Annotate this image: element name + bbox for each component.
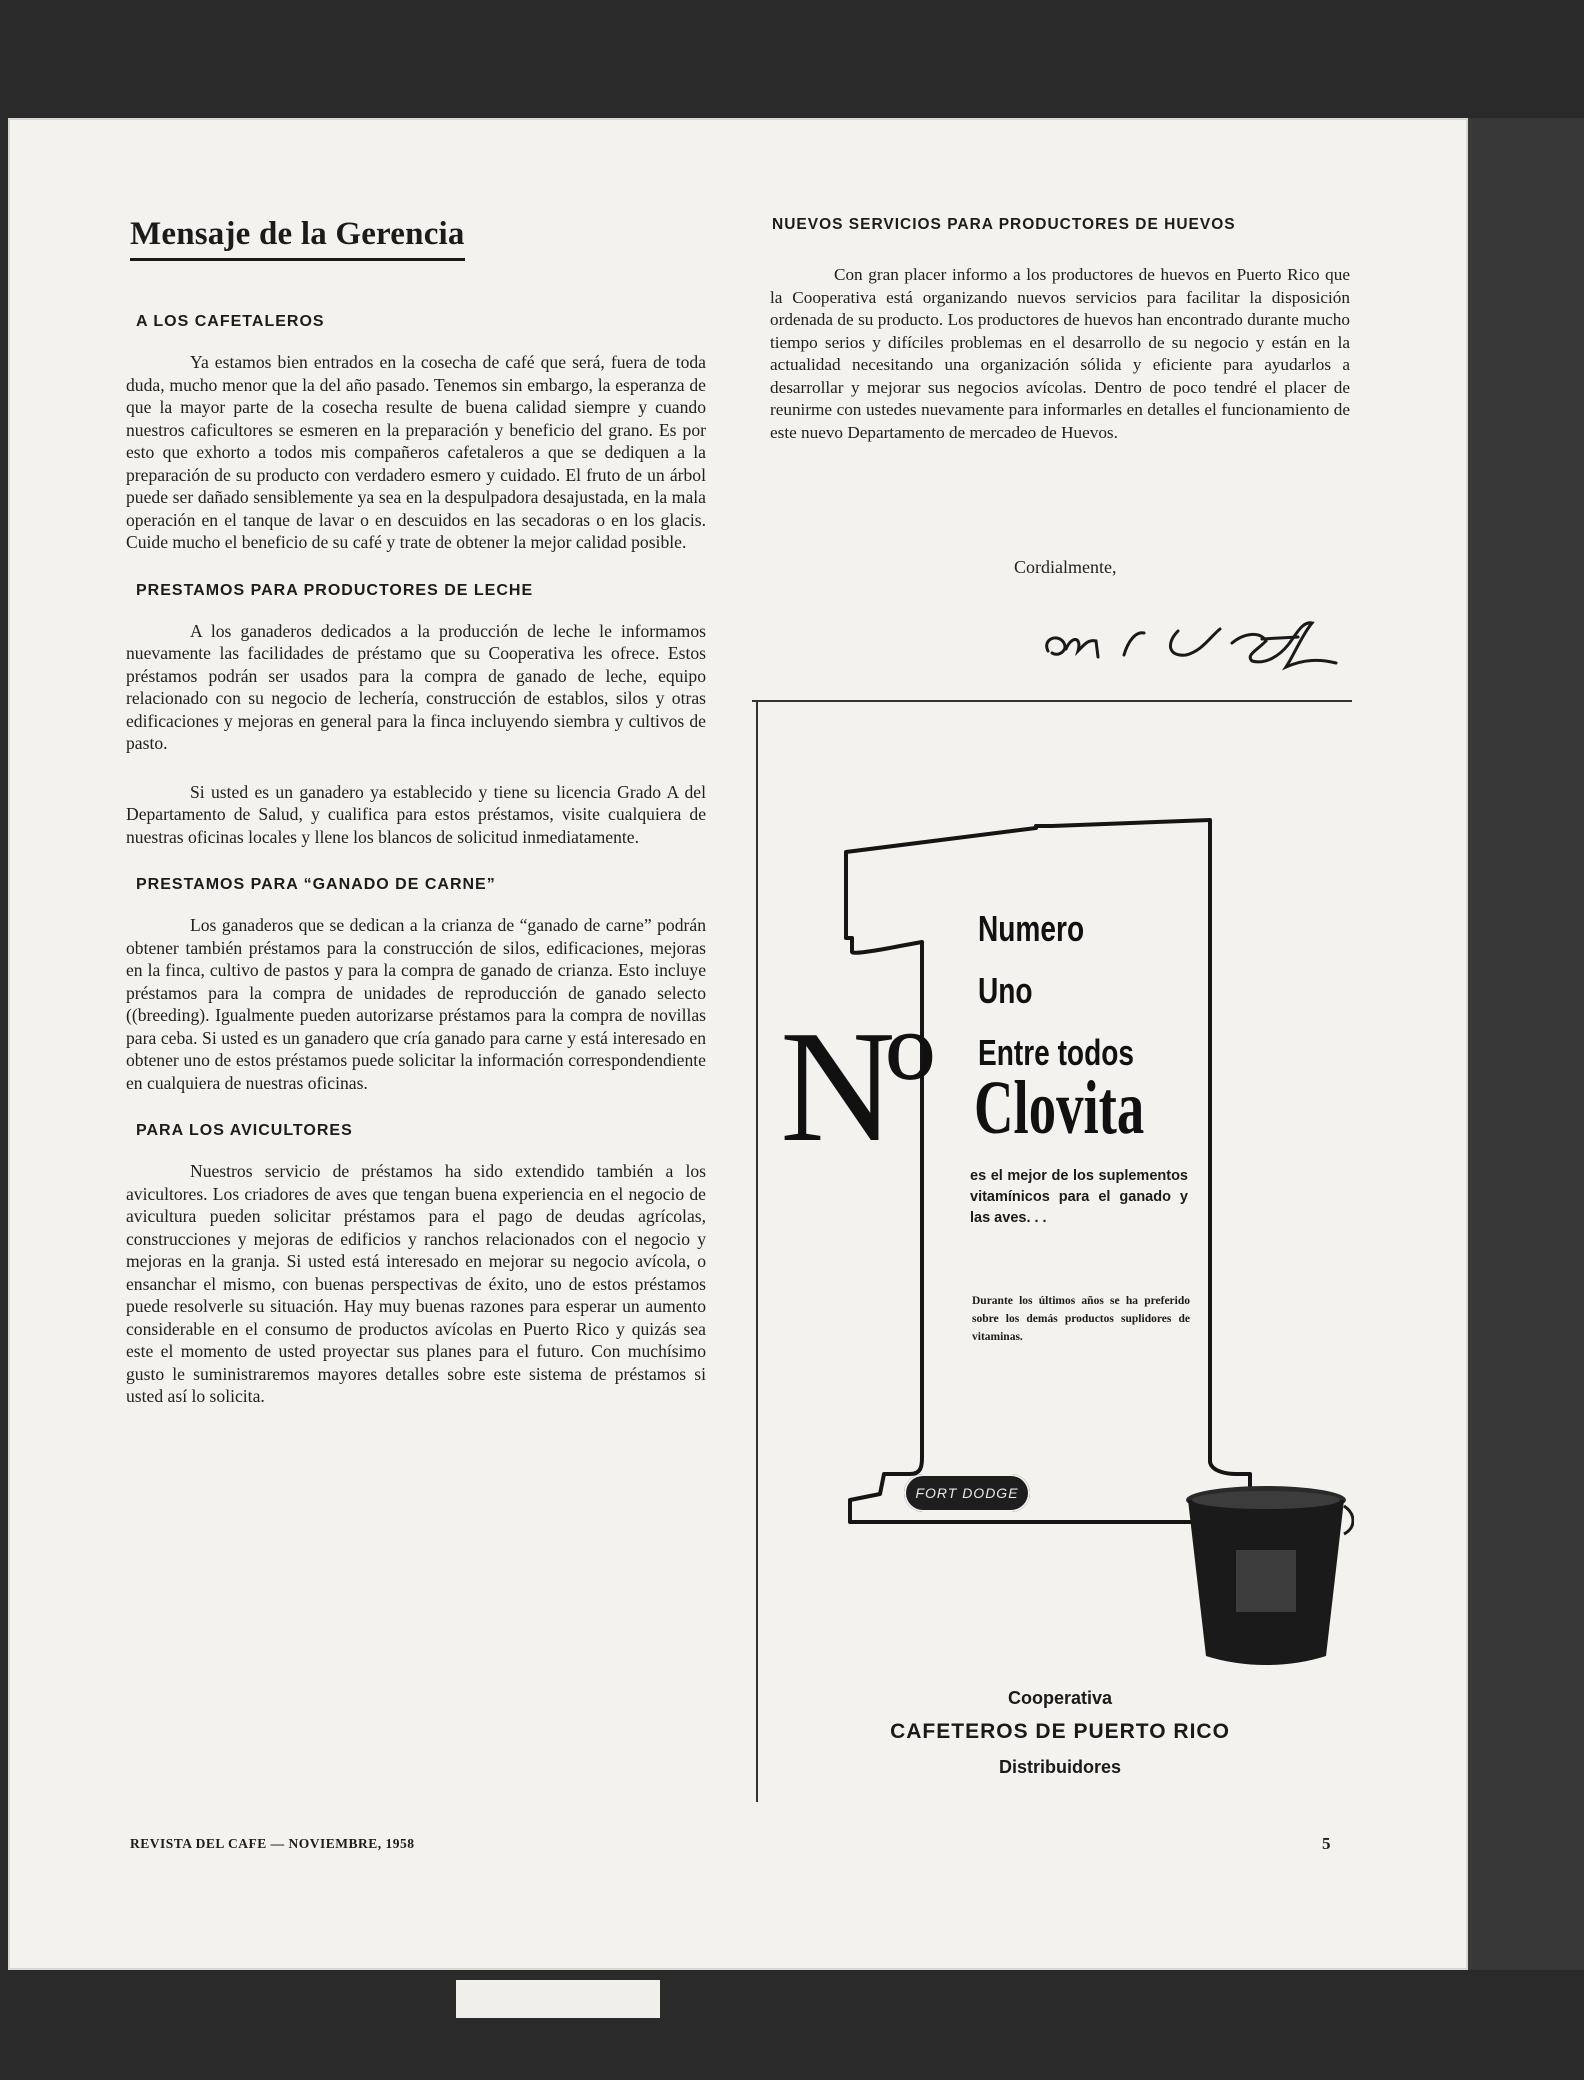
page-number: 5 [1322,1834,1331,1853]
ad-distributor-line1: Cooperativa [1007,1688,1113,1708]
page-title: Mensaje de la Gerencia [130,216,465,261]
section-heading-leche: PRESTAMOS PARA PRODUCTORES DE LECHE [136,581,534,599]
ad-distributor [760,1684,1360,1782]
page-edge [1468,118,1584,1970]
paragraph-huevos: Con gran placer informo a los productores de huevos en Puerto Rico que la Cooperativa está organizando nuevos servicios para facilitar la disposición ordenada de su producto. Los productores de huevos han encontrado durante mucho tiempo serios y difíciles problemas en el desarrollo de su negocio y están en la actualidad necesitando una organización sólida y eficiente para ayudarlos a desarrollar y mejorar sus negocios avícolas. Dentro de poco tendré el placer de reunirme con ustedes nuevamente para informarles en detalles el funcionamiento de este nuevo Departamento de mercadeo de Huevos. [770,265,1350,442]
section-heading-avicultores: PARA LOS AVICULTORES [136,1122,353,1140]
paragraph-leche-2: Si usted es un ganadero ya establecido y tiene su licencia Grado A del Departamento de Salud, y cualifica para estos préstamos, visite cualquiera de nuestras oficinas locales y llene los blancos de solicitud inmediatamente. [126,781,706,847]
paragraph-leche-1: A los ganaderos dedicados a la producción de leche le informamos nuevamente las facilidades de préstamo que su Cooperativa les ofrece. Estos préstamos podrán ser usados para la compra de ganado de leche, equipo relacionado con su negocio de lechería, construcción de establos, silos y otras edificaciones y mejoras en general para la finca incluyendo siembra y cultivos de pasto. [126,620,706,754]
right-column [770,216,1350,444]
paragraph-cafetaleros: Ya estamos bien entrados en la cosecha de café que será, fuera de toda duda, mucho menor que la del año pasado. Tenemos sin embargo, la esperanza de que la mayor parte de la cosecha resulte de buena calidad siempre y cuando nuestros caficultores se esmeren en la preparación y beneficio del grano. Es por esto que exhorto a todos mis compañeros cafetaleros a que se dediquen a la preparación de su producto con verdadero esmero y cuidado. El fruto de un árbol puede ser dañado sensiblemente ya sea en la despulpadora desajustada, en la mala operación en el tanque de lavar o en descuidos en las secadoras o en los glacis. Cuide mucho el beneficio de su café y trate de obtener la mejor calidad posible. [126,352,706,553]
ad-tagline-line1: Numero Uno [978,908,1085,1011]
ad-distributor-line3: Distribuidores [998,1757,1122,1777]
section-heading-huevos: NUEVOS SERVICIOS PARA PRODUCTORES DE HUEVOS [772,216,1236,233]
section-heading-carne: PRESTAMOS PARA “GANADO DE CARNE” [136,876,496,894]
paragraph-avicultores: Nuestros servicio de préstamos ha sido extendido también a los avicultores. Los criadores de aves que tengan buena experiencia en el negocio de avicultura pueden solicitar préstamos para el pago de deudas agrícolas, construcciones y mejoras de edificios y ranchos relacionados con el negocio y mejoras en la granja. Si usted está interesado en mejorar su negocio avícola, o ensanchar el mismo, con buenas perspectivas de éxito, uno de estos préstamos puede resolverle su situación. Hay muy buenas razones para esperar un aumento considerable en el consumo de productos avícolas en Puerto Rico y quizás sea este el momento de usted proyectar sus planes para el futuro. Con muchísimo gusto le suministraremos mayores detalles sobre este sistema de préstamos si usted así lo solicita. [126,1161,706,1407]
ad-product-name: Clovita [974,1066,1145,1150]
section-heading-cafetaleros: A LOS CAFETALEROS [136,313,325,331]
ad-description: es el mejor de los suplementos vitamínicos para el ganado y las aves. . . [970,1168,1188,1226]
ad-tagline-line2: Entre todos [978,1032,1135,1073]
ad-distributor-line2: CAFETEROS DE PUERTO RICO [890,1720,1230,1743]
ad-number-mark: Nº [780,997,926,1175]
left-column [126,216,706,1408]
closing-salutation: Cordialmente, [1014,557,1117,577]
scan-tab [456,1980,660,2018]
paragraph-carne: Los ganaderos que se dedican a la crianza de “ganado de carne” podrán obtener también préstamos para la construcción de silos, edificaciones, mejoras en la finca, cultivo de pastos y para la compra de ganado de crianza. Esto incluye préstamos para la compra de unidades de reproducción de ganado selecto ((breeding). Igualmente pueden autorizarse préstamos para la compra de novillas para ceba. Si usted es un ganadero que cría ganado para carne y está interesado en obtener uno de estos préstamos puede solicitar la información correspondendiente en cualquiera de nuestras oficinas. [126,915,706,1093]
bucket-icon [1184,1480,1354,1670]
ad-description-secondary: Durante los últimos años se ha preferido sobre los demás productos suplidores de vitaminas. [972,1295,1190,1343]
publication-footer: REVISTA DEL CAFE — NOVIEMBRE, 1958 [130,1836,415,1851]
signature-image [1040,615,1340,675]
ad-left-rule [756,702,758,1802]
ad-tagline [978,898,1134,1084]
fort-dodge-logo: FORT DODGE [904,1474,1030,1512]
